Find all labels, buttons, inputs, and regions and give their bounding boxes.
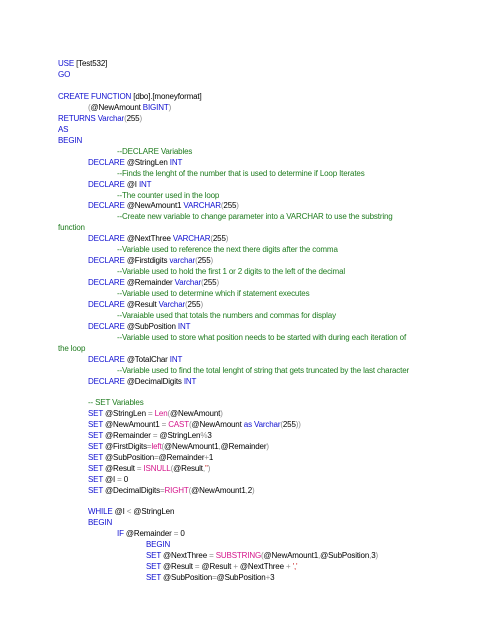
- code-token: DECLARE: [88, 355, 125, 364]
- code-token: @NewAmount1: [191, 486, 246, 495]
- code-token: ): [266, 442, 269, 451]
- code-line: [58, 114, 142, 124]
- code-token: (: [201, 278, 204, 287]
- code-line: [88, 158, 182, 168]
- code-line: [88, 377, 196, 387]
- code-token: SET: [88, 464, 103, 473]
- code-token: DECLARE: [88, 256, 125, 265]
- code-line: [88, 322, 190, 332]
- code-token: SET: [88, 420, 103, 429]
- code-token: VARCHAR: [172, 234, 211, 243]
- code-token: @Remainder: [124, 278, 175, 287]
- code-token: ): [375, 551, 379, 560]
- code-line: [58, 70, 70, 80]
- code-token: USE: [58, 59, 74, 68]
- code-token: @Firstdigits: [124, 256, 170, 265]
- code-line: [117, 289, 309, 299]
- code-token: +: [204, 453, 209, 462]
- code-token: =: [159, 486, 165, 495]
- code-token: (: [88, 103, 91, 112]
- code-token: INT: [169, 355, 183, 364]
- code-line: [88, 507, 174, 517]
- code-token: @I: [124, 180, 139, 189]
- code-token: GO: [58, 70, 71, 79]
- code-token: 2: [247, 486, 253, 495]
- code-token: ): [236, 201, 239, 210]
- code-token: 255: [223, 201, 237, 210]
- code-token: 255: [126, 114, 140, 123]
- code-token: Varchar: [158, 300, 186, 309]
- code-token: (: [170, 464, 174, 473]
- code-token: SET: [88, 431, 103, 440]
- code-line: [117, 311, 336, 321]
- code-line: [88, 486, 255, 496]
- code-token: @TotalChar: [124, 355, 170, 364]
- code-token: ): [200, 300, 203, 309]
- code-token: Len: [154, 409, 168, 418]
- code-token: function: [58, 223, 85, 232]
- code-token: @NewAmount1: [263, 551, 319, 560]
- code-token: @Result: [160, 562, 195, 571]
- code-token: BIGINT: [142, 103, 169, 112]
- code-line: [58, 59, 107, 69]
- code-line: [58, 125, 68, 135]
- code-line: [117, 333, 406, 343]
- code-token: INT: [169, 158, 183, 167]
- code-token: BEGIN: [88, 518, 113, 527]
- code-token: 255: [212, 234, 226, 243]
- code-token: SET: [88, 409, 103, 418]
- code-token: 3: [371, 551, 376, 560]
- code-token: Varchar: [174, 278, 202, 287]
- code-token: ,: [369, 551, 372, 560]
- code-token: =: [212, 573, 217, 582]
- code-token: (: [124, 114, 127, 123]
- code-token: ,: [202, 464, 205, 473]
- code-token: (: [188, 420, 192, 429]
- code-token: --Variable used to reference the next there digits after the comma: [117, 245, 338, 254]
- code-token: ISNULL: [143, 464, 171, 473]
- code-token: @NewAmount1: [124, 201, 184, 210]
- code-token: @SubPosition: [102, 453, 155, 462]
- code-token: 255: [197, 256, 211, 265]
- code-token: BEGIN: [58, 136, 83, 145]
- code-token: %: [200, 431, 208, 440]
- code-token: INT: [183, 377, 197, 386]
- code-token: =: [146, 442, 152, 451]
- code-token: @Remainder: [220, 442, 267, 451]
- code-line: [58, 344, 85, 354]
- code-line: [88, 256, 213, 266]
- code-token: (: [220, 201, 224, 210]
- code-token: ): [220, 409, 223, 418]
- code-token: @NewAmount1: [164, 442, 219, 451]
- code-token: ,: [245, 486, 248, 495]
- code-line: [88, 180, 151, 190]
- code-token: AS: [58, 125, 69, 134]
- code-token: DECLARE: [88, 322, 125, 331]
- code-line: [117, 267, 345, 277]
- code-token: @SubPosition: [160, 573, 213, 582]
- code-token: 255: [282, 420, 296, 429]
- code-token: @Result: [124, 300, 159, 309]
- code-token: @StringLen: [133, 507, 175, 516]
- code-token: [Test532]: [74, 59, 108, 68]
- code-token: SET: [88, 475, 103, 484]
- code-token: SET: [146, 551, 161, 560]
- code-token: INT: [177, 322, 191, 331]
- code-token: SET: [88, 486, 103, 495]
- code-line: [88, 464, 210, 474]
- code-token: @StringLen: [102, 409, 148, 418]
- code-line: [88, 278, 219, 288]
- code-token: ): [252, 486, 255, 495]
- code-token: @NewAmount1: [102, 420, 162, 429]
- code-token: DECLARE: [88, 180, 125, 189]
- code-token: @I: [102, 475, 118, 484]
- code-token: WHILE: [88, 507, 113, 516]
- code-token: DECLARE: [88, 377, 125, 386]
- code-token: --Variable used to find the total lenght of string that gets truncated by the last character: [117, 366, 410, 375]
- code-token: ,: [218, 442, 221, 451]
- code-token: =: [154, 453, 159, 462]
- code-token: --Varaiable used that totals the numbers and commas for display: [117, 311, 336, 320]
- code-token: ,: [318, 551, 321, 560]
- code-token: --Variable used to store what position needs to be started with during each iteration of: [117, 333, 407, 342]
- code-line: [146, 540, 170, 550]
- code-line: [88, 234, 228, 244]
- code-token: --Variable used to determine which if statement executes: [117, 289, 310, 298]
- code-token: ): [207, 464, 211, 473]
- code-token: as Varchar: [243, 420, 281, 429]
- code-token: @StringLen: [124, 158, 170, 167]
- code-line: [88, 420, 301, 430]
- code-token: @NewAmount: [191, 420, 244, 429]
- code-token: INT: [138, 180, 152, 189]
- code-token: SUBSTRING: [215, 551, 262, 560]
- code-token: @Remainder: [102, 431, 153, 440]
- code-line: [88, 475, 128, 485]
- code-token: =: [173, 529, 181, 538]
- code-line: [117, 212, 393, 222]
- code-token: @NextThree: [160, 551, 210, 560]
- code-line: [117, 147, 192, 157]
- code-line: [146, 551, 378, 561]
- code-token: DECLARE: [88, 234, 125, 243]
- code-token: CREATE FUNCTION: [58, 92, 132, 101]
- code-token: ): [216, 278, 219, 287]
- code-token: DECLARE: [88, 201, 125, 210]
- code-token: --Finds the lenght of the number that is used to determine if Loop Iterates: [117, 169, 365, 178]
- code-token: (: [185, 300, 188, 309]
- code-token: +: [233, 562, 240, 571]
- code-token: 3: [207, 431, 212, 440]
- code-token: (: [188, 486, 192, 495]
- code-line: [117, 529, 185, 539]
- code-token: 0: [123, 475, 129, 484]
- code-token: @NewAmount: [90, 103, 143, 112]
- code-token: SET: [146, 573, 161, 582]
- code-token: @SubPosition: [216, 573, 266, 582]
- code-line: [88, 453, 213, 463]
- code-line: [117, 169, 365, 179]
- code-token: DECLARE: [88, 300, 125, 309]
- code-token: @Remainder: [123, 529, 174, 538]
- code-line: [88, 398, 144, 408]
- code-token: --Variable used to hold the first 1 or 2 digits to the left of the decimal: [117, 267, 345, 276]
- code-token: =: [147, 409, 155, 418]
- code-token: @Result: [173, 464, 203, 473]
- code-token: CAST: [168, 420, 189, 429]
- code-token: @SubPosition: [124, 322, 178, 331]
- code-token: SET: [88, 453, 103, 462]
- code-token: (: [280, 420, 283, 429]
- code-token: ',': [292, 562, 298, 571]
- code-line: [88, 431, 212, 441]
- code-token: @Result: [201, 562, 234, 571]
- code-token: RETURNS Varchar: [58, 114, 125, 123]
- code-token: @NextThree: [239, 562, 286, 571]
- code-line: [88, 201, 239, 211]
- code-token: =: [152, 431, 160, 440]
- code-line: [58, 223, 85, 233]
- code-token: @StringLen: [159, 431, 201, 440]
- code-line: [146, 573, 274, 583]
- code-token: --The counter used in the loop: [117, 191, 220, 200]
- code-token: @NewAmount: [170, 409, 221, 418]
- code-token: [dbo].[moneyformat]: [131, 92, 202, 101]
- code-token: --DECLARE Variables: [117, 147, 193, 156]
- code-token: '': [204, 464, 208, 473]
- code-token: (: [261, 551, 264, 560]
- code-token: (: [161, 442, 165, 451]
- code-token: left: [151, 442, 162, 451]
- code-line: [146, 562, 297, 572]
- code-token: RIGHT: [164, 486, 189, 495]
- code-token: @DecimalDigits: [102, 486, 160, 495]
- code-token: BEGIN: [146, 540, 171, 549]
- code-token: <: [126, 507, 134, 516]
- code-token: 255: [187, 300, 201, 309]
- code-token: =: [194, 562, 202, 571]
- code-token: 0: [180, 529, 185, 538]
- code-token: DECLARE: [88, 278, 125, 287]
- code-token: VARCHAR: [183, 201, 221, 210]
- code-line: [88, 355, 182, 365]
- code-line: [88, 300, 203, 310]
- code-token: +: [285, 562, 293, 571]
- code-line: [58, 136, 82, 146]
- code-token: 3: [270, 573, 275, 582]
- code-line: [88, 103, 171, 113]
- code-line: [58, 92, 202, 102]
- code-token: @DecimalDigits: [124, 377, 184, 386]
- code-token: @NextThree: [124, 234, 173, 243]
- code-line: [117, 245, 338, 255]
- code-token: ): [225, 234, 229, 243]
- code-token: =: [117, 475, 124, 484]
- code-token: varchar: [169, 256, 196, 265]
- code-token: --Create new variable to change parameter into a VARCHAR to use the substring: [117, 212, 393, 221]
- code-token: -- SET Variables: [88, 398, 144, 407]
- code-token: @Result: [102, 464, 137, 473]
- code-token: the loop: [58, 344, 86, 353]
- code-token: @FirstDigits: [102, 442, 147, 451]
- code-token: (: [195, 256, 198, 265]
- code-token: =: [161, 420, 169, 429]
- code-token: DECLARE: [88, 158, 125, 167]
- code-token: IF: [117, 529, 124, 538]
- code-line: [88, 409, 223, 419]
- code-token: 255: [203, 278, 217, 287]
- code-token: ): [168, 103, 172, 112]
- code-token: @I: [112, 507, 127, 516]
- code-token: (: [167, 409, 171, 418]
- code-token: 1: [208, 453, 214, 462]
- code-token: ): [139, 114, 142, 123]
- code-line: [88, 442, 269, 452]
- code-line: [117, 191, 219, 201]
- code-token: (: [210, 234, 213, 243]
- code-token: =: [136, 464, 144, 473]
- code-token: )): [295, 420, 301, 429]
- code-token: SET: [146, 562, 161, 571]
- code-token: =: [209, 551, 216, 560]
- code-token: @Remainder: [158, 453, 205, 462]
- code-token: @SubPosition: [320, 551, 370, 560]
- code-token: SET: [88, 442, 103, 451]
- code-token: ): [210, 256, 214, 265]
- code-token: +: [265, 573, 271, 582]
- code-line: [88, 518, 112, 528]
- code-line: [117, 366, 409, 376]
